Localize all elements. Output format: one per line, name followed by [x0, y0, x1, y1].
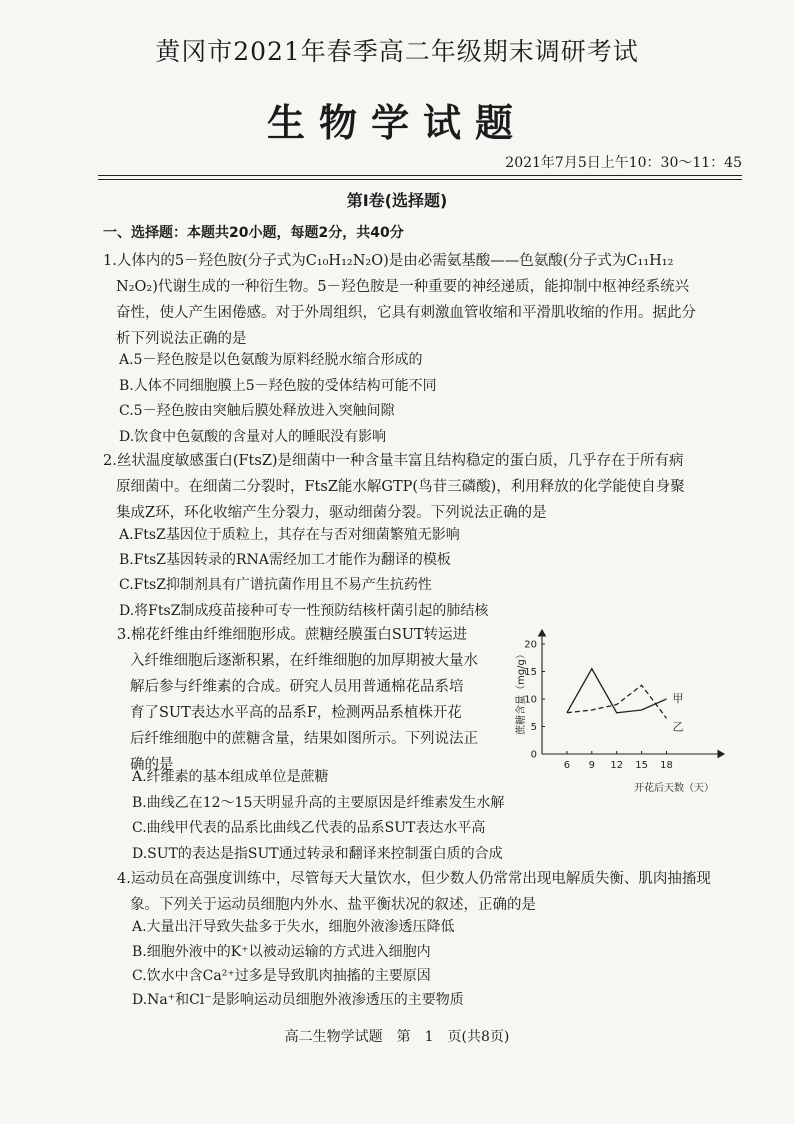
stem-line: 奋性，使人产生困倦感。对于外周组织，它具有刺激血管收缩和平滑肌收缩的作用。据此分 — [116, 305, 696, 321]
stem-line: 入纤维细胞后逐渐积累，在纤维细胞的加厚期被大量水 — [130, 653, 478, 669]
stem-line: 后纤维细胞中的蔗糖含量，结果如图所示。下列说法正 — [130, 731, 478, 747]
section-heading: 一、选择题：本题共20小题，每题2分，共40分 — [103, 225, 404, 241]
sucrose-chart-svg — [502, 626, 730, 798]
question-3-stem — [117, 622, 499, 778]
stem-line: 象。下列关于运动员细胞内外水、盐平衡状况的叙述，正确的是 — [130, 897, 536, 913]
x-tick-label: 18 — [660, 760, 673, 771]
x-tick-label: 12 — [610, 760, 624, 771]
question-1-stem — [103, 248, 743, 352]
question-1-option-d: D.饮食中色氨酸的含量对人的睡眠没有影响 — [119, 429, 387, 445]
y-tick-label: 0 — [530, 749, 537, 761]
question-2-stem — [103, 448, 743, 526]
question-2-option-c: C.FtsZ抑制剂具有广谱抗菌作用且不易产生抗药性 — [119, 577, 432, 593]
question-1-option-c: C.5－羟色胺由突触后膜处释放进入突触间隙 — [119, 403, 395, 419]
stem-line: 3.棉花纤维由纤维细胞形成。蔗糖经膜蛋白SUT转运进 — [117, 627, 468, 643]
subject-title: 生物学试题 — [266, 100, 527, 145]
stem-line: 4.运动员在高强度训练中，尽管每天大量饮水，但少数人仍常常出现电解质失衡、肌肉抽搐现 — [117, 871, 711, 887]
series-line-甲 — [567, 669, 667, 713]
x-axis-label: 开花后天数（天） — [634, 783, 714, 794]
page-footer: 高二生物学试题 第 1 页(共8页) — [284, 1029, 510, 1045]
x-tick-label: 15 — [635, 760, 648, 771]
y-axis-label: 蔗糖含量（mg/g） — [516, 649, 527, 735]
series-label-甲: 甲 — [672, 692, 684, 705]
x-tick-label: 6 — [563, 760, 571, 771]
exam-date-time: 2021年7月5日上午10：30～11：45 — [505, 155, 742, 171]
stem-line: 集成Z环，环化收缩产生分裂力，驱动细菌分裂。下列说法正确的是 — [116, 505, 547, 521]
header-rule — [98, 175, 742, 176]
stem-line: 育了SUT表达水平高的品系F，检测两品系植株开花 — [130, 705, 462, 721]
stem-line: 确的是 — [130, 757, 174, 773]
question-3-option-a: A.纤维素的基本组成单位是蔗糖 — [132, 769, 329, 785]
question-2-option-d: D.将FtsZ制成疫苗接种可专一性预防结核杆菌引起的肺结核 — [119, 603, 489, 619]
question-4-option-d: D.Na⁺和Cl⁻是影响运动员细胞外液渗透压的主要物质 — [132, 992, 464, 1008]
stem-line: 2.丝状温度敏感蛋白(FtsZ)是细菌中一种含量丰富且结构稳定的蛋白质，几乎存在于所有病 — [103, 453, 684, 469]
header-rule — [98, 179, 742, 180]
y-tick-label: 20 — [524, 639, 537, 651]
stem-line: 解后参与纤维素的合成。研究人员用普通棉花品系培 — [130, 679, 464, 695]
question-4-option-b: B.细胞外液中的K⁺以被动运输的方式进入细胞内 — [132, 944, 431, 960]
question-4-option-c: C.饮水中含Ca²⁺过多是导致肌肉抽搐的主要原因 — [132, 968, 431, 984]
x-tick-label: 9 — [588, 760, 595, 771]
part-title: 第Ⅰ卷(选择题) — [346, 191, 448, 210]
question-4-stem — [117, 866, 757, 918]
stem-line: 原细菌中。在细菌二分裂时，FtsZ能水解GTP(鸟苷三磷酸)，利用释放的化学能使自身聚 — [116, 479, 685, 495]
question-3-option-c: C.曲线甲代表的品系比曲线乙代表的品系SUT表达水平高 — [132, 820, 486, 836]
question-3-option-b: B.曲线乙在12～15天明显升高的主要原因是纤维素发生水解 — [132, 795, 505, 811]
stem-line: N₂O₂)代谢生成的一种衍生物。5－羟色胺是一种重要的神经递质，能抑制中枢神经系统兴 — [116, 279, 690, 295]
question-3-option-d: D.SUT的表达是指SUT通过转录和翻译来控制蛋白质的合成 — [132, 846, 503, 862]
exam-name: 黄冈市2021年春季高二年级期末调研考试 — [155, 37, 639, 66]
question-1-option-a: A.5－羟色胺是以色氨酸为原料经脱水缩合形成的 — [119, 352, 423, 368]
question-1-option-b: B.人体不同细胞膜上5－羟色胺的受体结构可能不同 — [119, 378, 437, 394]
y-tick-label: 5 — [530, 722, 537, 733]
stem-line: 1.人体内的5－羟色胺(分子式为C₁₀H₁₂N₂O)是由必需氨基酸——色氨酸(分子式为C₁₁H₁₂ — [103, 253, 674, 269]
y-tick-label: 10 — [524, 694, 537, 706]
y-tick-label: 15 — [524, 667, 537, 678]
sucrose-chart — [502, 626, 730, 798]
question-2-option-b: B.FtsZ基因转录的RNA需经加工才能作为翻译的模板 — [119, 552, 451, 568]
question-2-option-a: A.FtsZ基因位于质粒上，其存在与否对细菌繁殖无影响 — [119, 527, 460, 543]
question-4-option-a: A.大量出汗导致失盐多于失水，细胞外液渗透压降低 — [132, 919, 455, 935]
series-label-乙: 乙 — [672, 720, 684, 734]
stem-line: 析下列说法正确的是 — [116, 331, 247, 347]
